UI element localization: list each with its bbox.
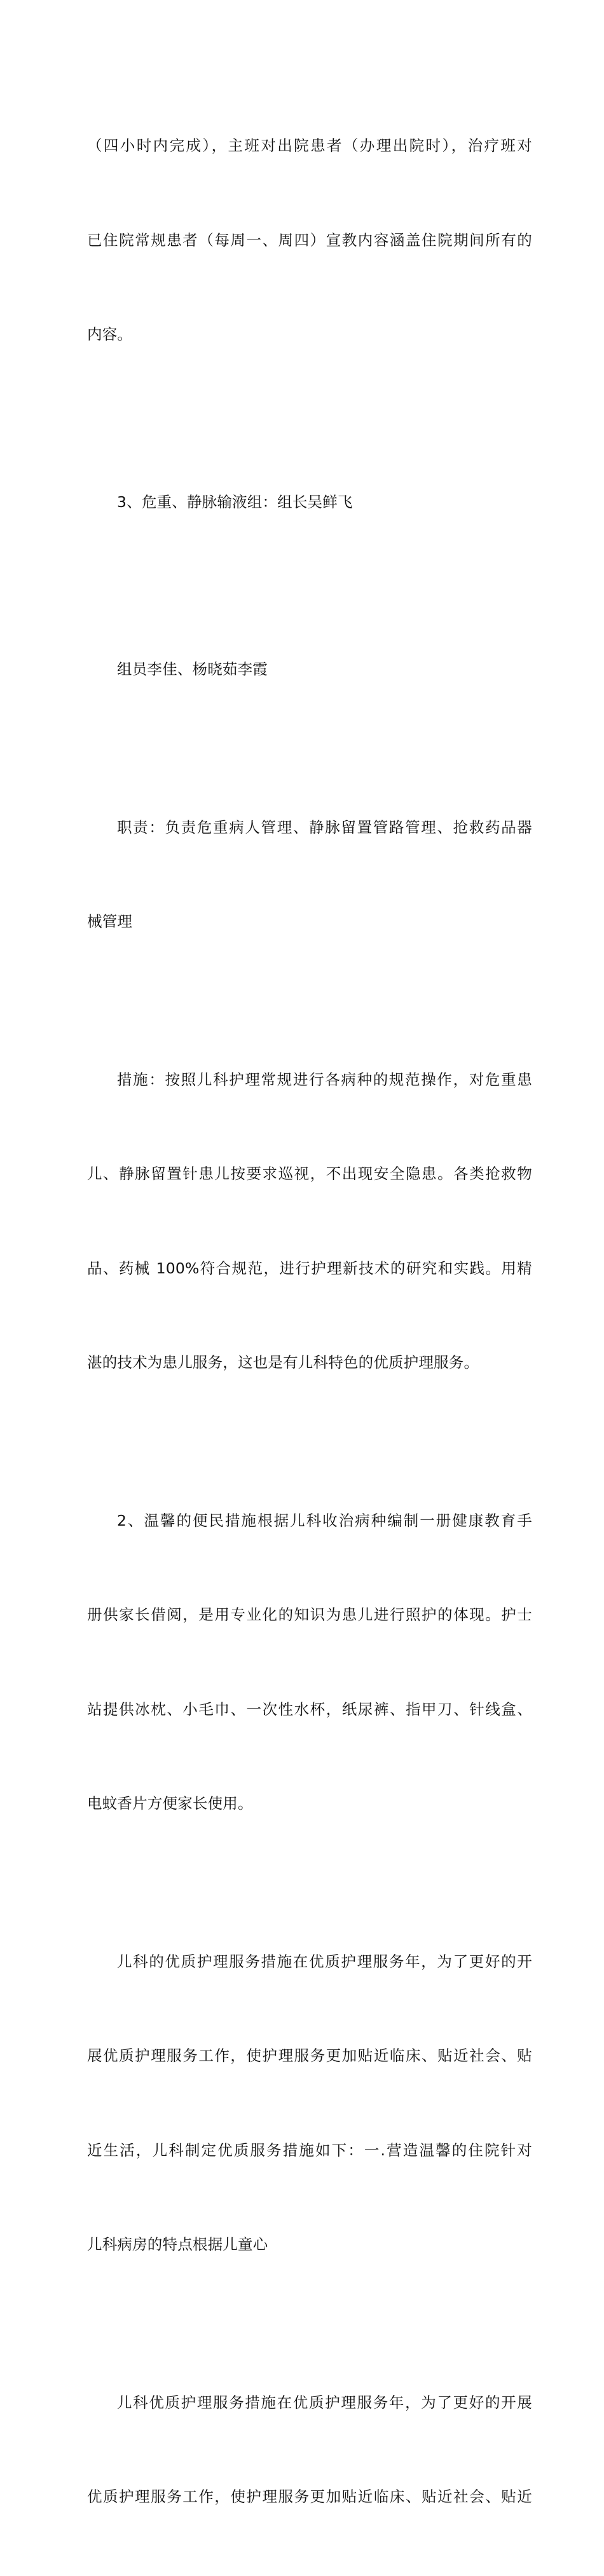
- text-line: 电蚊香片方便家长使用。: [87, 1794, 253, 1812]
- paragraph-7: [87, 1883, 532, 2324]
- text-line: 械管理: [87, 912, 133, 930]
- text-line: 组员李佳、杨晓茹李霞: [117, 660, 268, 678]
- text-line: 湛的技术为患儿服务，这也是有儿科特色的优质护理服务。: [87, 1353, 479, 1371]
- text-line: 已住院常规患者（每周一、周四）宣教内容涵盖住院期间所有的: [87, 231, 532, 249]
- paragraph-1: [87, 67, 532, 414]
- paragraph-2: [87, 424, 532, 581]
- paragraph-6: [87, 1442, 532, 1883]
- text-line: 2、温馨的便民措施根据儿科收治病种编制一册健康教育手: [117, 1511, 532, 1529]
- paragraph-8: [87, 2324, 532, 2576]
- text-line: 儿、静脉留置针患儿按要求巡视，不出现安全隐患。各类抢救物: [87, 1165, 532, 1183]
- text-line: （四小时内完成），主班对出院患者（办理出院时），治疗班对: [87, 137, 532, 154]
- document-body: [87, 67, 532, 2576]
- text-line: 儿科优质护理服务措施在优质护理服务年，为了更好的开展: [117, 2393, 532, 2411]
- text-line: 品、药械 100%符合规范，进行护理新技术的研究和实践。用精: [87, 1259, 532, 1277]
- text-line: 册供家长借阅，是用专业化的知识为患儿进行照护的体现。护士: [87, 1606, 532, 1624]
- text-line: 职责：负责危重病人管理、静脉留置管路管理、抢救药品器: [117, 818, 532, 836]
- text-line: 措施：按照儿科护理常规进行各病种的规范操作，对危重患: [117, 1070, 532, 1088]
- text-line: 儿科的优质护理服务措施在优质护理服务年，为了更好的开: [117, 1952, 532, 1970]
- paragraph-4: [87, 749, 532, 1001]
- text-line: 展优质护理服务工作，使护理服务更加贴近临床、贴近社会、贴: [87, 2047, 532, 2064]
- paragraph-5: [87, 1001, 532, 1442]
- text-line: 站提供冰枕、小毛巾、一次性水杯，纸尿裤、指甲刀、针线盒、: [87, 1700, 532, 1718]
- paragraph-3: [87, 591, 532, 749]
- text-line: 3、危重、静脉输液组：组长吴鲜飞: [117, 492, 353, 511]
- text-line: 优质护理服务工作，使护理服务更加贴近临床、贴近社会、贴近: [87, 2488, 532, 2505]
- text-line: 近生活，儿科制定优质服务措施如下：一.营造温馨的住院针对: [87, 2141, 532, 2159]
- text-line: 儿科病房的特点根据儿童心: [87, 2235, 268, 2253]
- text-line: 内容。: [87, 325, 133, 343]
